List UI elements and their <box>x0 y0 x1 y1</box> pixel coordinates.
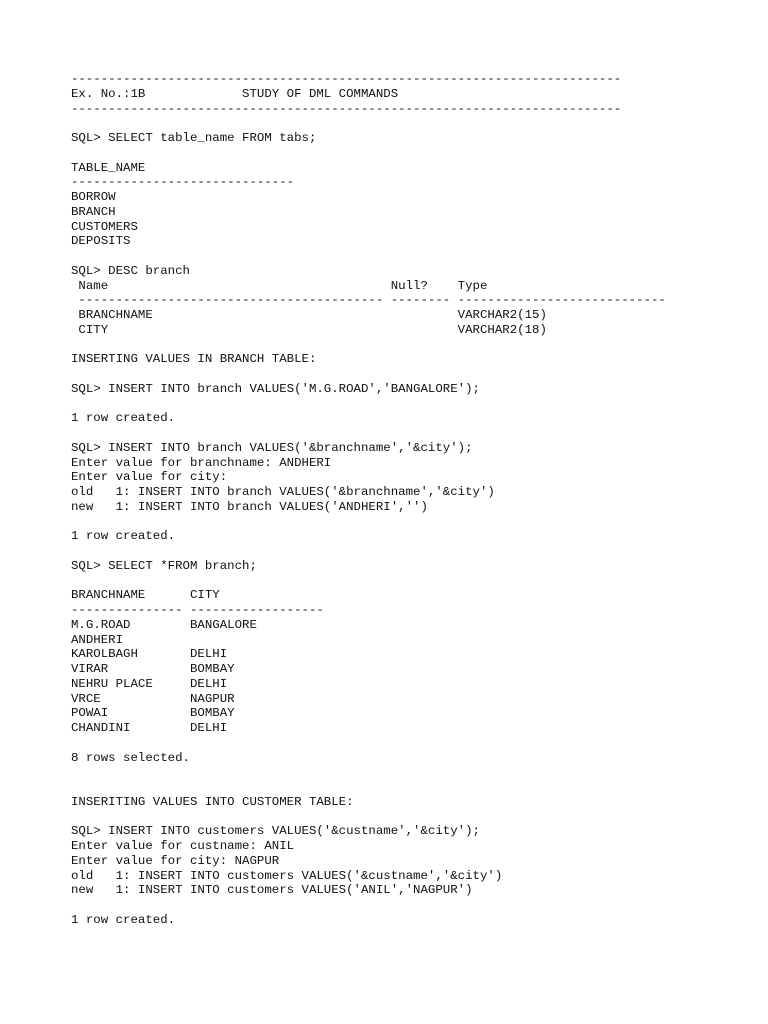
result-row: BORROW <box>71 190 116 204</box>
blank-line <box>71 338 761 353</box>
result-row: M.G.ROAD BANGALORE <box>71 617 257 632</box>
result-underline: ------------------------------ <box>71 175 295 190</box>
sql-command: SQL> INSERT INTO customers VALUES('&custname','&city'); <box>71 824 480 839</box>
result-row: VRCE NAGPUR <box>71 691 235 706</box>
separator-line: -------------------------------------------------------------------------- <box>71 101 622 116</box>
result-row: CHANDINI DELHI <box>71 721 228 735</box>
separator-line: -------------------------------------------------------------------------- <box>71 72 622 86</box>
result-header: TABLE_NAME <box>71 160 146 175</box>
exercise-title: Ex. No.:1B STUDY OF DML COMMANDS <box>71 86 399 101</box>
result-row: NEHRU PLACE DELHI <box>71 676 228 691</box>
prompt-line: Enter value for custname: ANIL <box>71 839 295 853</box>
prompt-line: Enter value for city: NAGPUR <box>71 853 280 868</box>
result-row: ANDHERI <box>71 632 124 647</box>
document-body <box>71 72 761 928</box>
result-row: BRANCH <box>71 204 116 219</box>
desc-row: BRANCHNAME VARCHAR2(15) <box>71 308 547 322</box>
sql-command: SQL> DESC branch <box>71 263 190 278</box>
substitution-new: new 1: INSERT INTO branch VALUES('ANDHERI','') <box>71 499 428 514</box>
blank-line <box>71 574 761 589</box>
sql-command: SQL> SELECT table_name FROM tabs; <box>71 131 317 145</box>
status-message: 1 row created. <box>71 529 176 544</box>
substitution-old: old 1: INSERT INTO customers VALUES('&custname','&city') <box>71 868 503 883</box>
desc-underline: ----------------------------------------- -------- ---------------------------- <box>71 293 666 308</box>
result-row: VIRAR BOMBAY <box>71 662 235 676</box>
blank-line <box>71 515 761 530</box>
substitution-new: new 1: INSERT INTO customers VALUES('ANIL','NAGPUR') <box>71 883 473 898</box>
blank-line <box>71 426 761 441</box>
result-row: CUSTOMERS <box>71 219 138 234</box>
sql-command: SQL> INSERT INTO branch VALUES('M.G.ROAD','BANGALORE'); <box>71 381 480 396</box>
blank-line <box>71 898 761 913</box>
result-row: KAROLBAGH DELHI <box>71 647 228 662</box>
blank-line <box>71 367 761 382</box>
blank-line <box>71 146 761 161</box>
blank-line <box>71 765 761 780</box>
prompt-line: Enter value for city: <box>71 470 228 485</box>
substitution-old: old 1: INSERT INTO branch VALUES('&branchname','&city') <box>71 485 495 499</box>
blank-line <box>71 810 761 825</box>
desc-row: CITY VARCHAR2(18) <box>71 322 547 337</box>
blank-line <box>71 780 761 795</box>
section-heading: INSERTING VALUES IN BRANCH TABLE: <box>71 352 317 367</box>
section-heading: INSERITING VALUES INTO CUSTOMER TABLE: <box>71 794 354 809</box>
prompt-line: Enter value for branchname: ANDHERI <box>71 455 332 470</box>
status-message: 1 row created. <box>71 411 176 426</box>
desc-header: Name Null? Type <box>71 278 488 293</box>
blank-line <box>71 116 761 131</box>
blank-line <box>71 397 761 412</box>
result-header: BRANCHNAME CITY <box>71 588 220 603</box>
result-row: DEPOSITS <box>71 234 131 249</box>
blank-line <box>71 544 761 559</box>
status-message: 8 rows selected. <box>71 750 190 765</box>
blank-line <box>71 249 761 264</box>
blank-line <box>71 736 761 751</box>
status-message: 1 row created. <box>71 912 176 927</box>
sql-command: SQL> INSERT INTO branch VALUES('&branchname','&city'); <box>71 440 473 455</box>
result-underline: --------------- ------------------ <box>71 603 324 617</box>
sql-command: SQL> SELECT *FROM branch; <box>71 558 257 573</box>
result-row: POWAI BOMBAY <box>71 706 235 721</box>
